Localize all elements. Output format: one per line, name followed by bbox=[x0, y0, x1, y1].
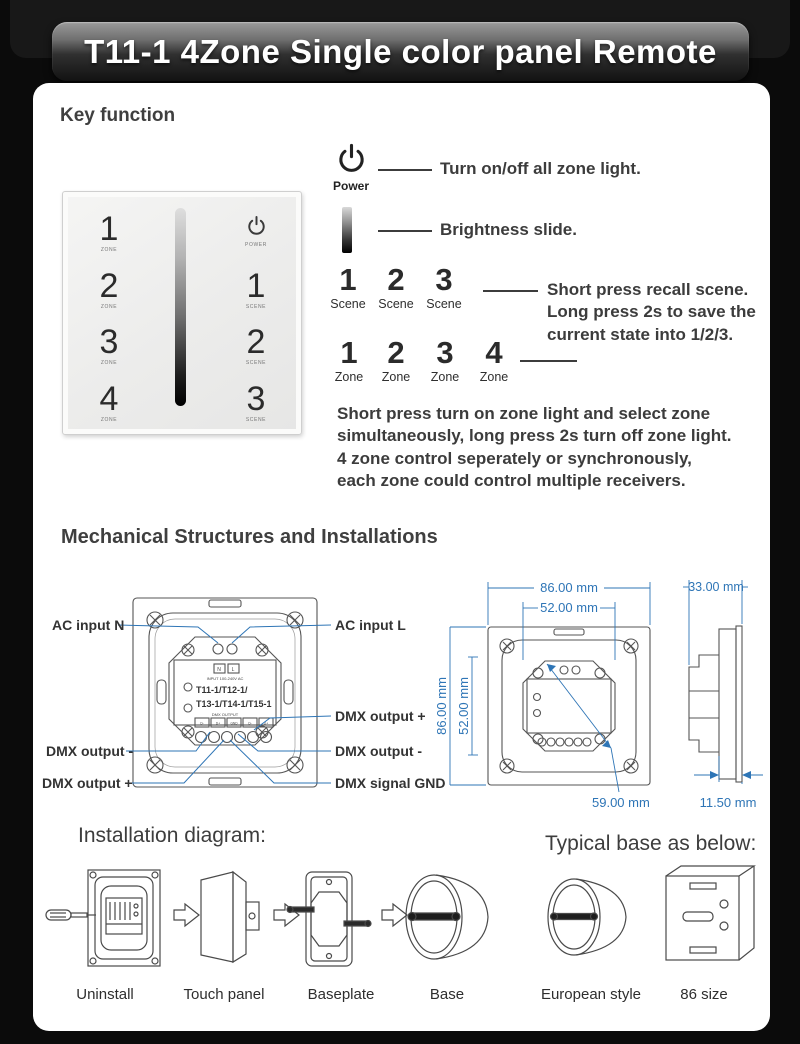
panel-power-key: POWER bbox=[231, 215, 281, 248]
panel-zone2-key: 2 ZONE bbox=[99, 267, 119, 310]
module-model-line2: T13-1/T14-1/T15-1 bbox=[196, 699, 272, 709]
scene1-key: 1 Scene bbox=[330, 262, 366, 311]
remote-panel-image bbox=[62, 191, 302, 435]
power-icon bbox=[336, 143, 367, 174]
installation-diagram bbox=[38, 862, 763, 980]
arrow-right-icon bbox=[382, 904, 407, 926]
page-title bbox=[52, 22, 749, 81]
zone4-key: 4 Zone bbox=[479, 335, 509, 384]
svg-text:L: L bbox=[231, 667, 235, 673]
label-dmx-output-plus-right: DMX output + bbox=[335, 708, 426, 724]
document-body bbox=[33, 83, 770, 1031]
svg-text:D+: D+ bbox=[215, 721, 221, 726]
panel-scene1-key: 1 SCENE bbox=[245, 267, 267, 310]
base-label-european: European style bbox=[540, 986, 642, 1003]
touch-panel-figure bbox=[201, 872, 259, 962]
dim-inner-width: 52.00 mm bbox=[540, 600, 598, 615]
baseplate-figure bbox=[287, 872, 371, 966]
label-dmx-output-plus-left: DMX output + bbox=[42, 775, 133, 791]
panel-scene2-key: 2 SCENE bbox=[245, 323, 267, 366]
svg-text:GND: GND bbox=[230, 721, 238, 726]
dim-thickness: 11.50 mm bbox=[699, 795, 757, 810]
dim-inner-height: 52.00 mm bbox=[456, 677, 471, 735]
connector-line bbox=[520, 360, 577, 362]
connector-line bbox=[378, 230, 432, 232]
label-dmx-output-minus-right: DMX output - bbox=[335, 743, 423, 759]
zone1-key: 1 Zone bbox=[334, 335, 364, 384]
zone-desc: Short press turn on zone light and select zone simultaneously, long press 2s turn off zone light. 4 zone control seperately or synchronously, each zone could control multiple receivers. bbox=[337, 404, 732, 491]
dim-outer-height: 86.00 mm bbox=[434, 677, 449, 735]
dim-outer-width: 86.00 mm bbox=[540, 580, 598, 595]
step-label-base: Base bbox=[429, 986, 465, 1003]
panel-zone4-key: 4 ZONE bbox=[99, 380, 119, 423]
front-view-drawing bbox=[488, 627, 650, 785]
power-annotation bbox=[329, 143, 373, 193]
scene2-key: 2 Scene bbox=[378, 262, 414, 311]
scene3-key: 3 Scene bbox=[426, 262, 462, 311]
brightness-desc: Brightness slide. bbox=[440, 220, 577, 239]
key-function-heading: Key function bbox=[60, 105, 176, 126]
power-annotation-label: Power bbox=[332, 179, 369, 193]
dim-diagonal: 59.00 mm bbox=[592, 795, 650, 810]
brightness-slider-bar bbox=[175, 208, 186, 406]
label-ac-input-n: AC input N bbox=[52, 617, 125, 633]
dim-depth: 33.00 mm bbox=[688, 580, 744, 594]
side-dimension-lines bbox=[683, 580, 763, 784]
module-model-line1: T11-1/T12-1/ bbox=[196, 685, 248, 695]
svg-text:D-: D- bbox=[200, 721, 204, 726]
page-title-text: T11-1 4Zone Single color panel Remote bbox=[84, 32, 717, 70]
brightness-icon bbox=[342, 207, 352, 253]
european-style-figure bbox=[548, 879, 626, 955]
installation-heading: Installation diagram: bbox=[78, 824, 266, 847]
input-rating-label: INPUT 100-240V AC bbox=[206, 676, 244, 681]
uninstall-figure bbox=[46, 870, 160, 966]
base-figure bbox=[406, 875, 488, 959]
typical-base-heading: Typical base as below: bbox=[545, 832, 757, 855]
scene-desc: Short press recall scene. Long press 2s to save the current state into 1/2/3. bbox=[547, 280, 756, 344]
power-icon bbox=[246, 215, 267, 236]
arrow-right-icon bbox=[174, 904, 199, 926]
svg-text:D+: D+ bbox=[263, 721, 269, 726]
connector-line bbox=[378, 169, 432, 171]
step-label-uninstall: Uninstall bbox=[76, 986, 134, 1003]
size86-figure bbox=[666, 866, 754, 960]
step-label-touch-panel: Touch panel bbox=[183, 986, 265, 1003]
power-desc: Turn on/off all zone light. bbox=[440, 159, 641, 178]
panel-zone1-key: 1 ZONE bbox=[99, 210, 119, 253]
label-dmx-output-minus-left: DMX output - bbox=[46, 743, 134, 759]
step-label-baseplate: Baseplate bbox=[307, 986, 375, 1003]
svg-text:N: N bbox=[217, 667, 221, 673]
side-view-drawing bbox=[689, 626, 742, 782]
connector-line bbox=[483, 290, 538, 292]
zone3-key: 3 Zone bbox=[430, 335, 460, 384]
mechanical-diagram bbox=[38, 570, 763, 815]
zone2-key: 2 Zone bbox=[381, 335, 411, 384]
dmx-output-label: DMX OUTPUT bbox=[211, 712, 239, 717]
panel-scene3-key: 3 SCENE bbox=[245, 380, 267, 423]
panel-zone3-key: 3 ZONE bbox=[99, 323, 119, 366]
svg-text:D-: D- bbox=[248, 721, 252, 726]
base-label-86size: 86 size bbox=[680, 986, 728, 1003]
label-ac-input-l: AC input L bbox=[335, 617, 406, 633]
label-dmx-signal-gnd: DMX signal GND bbox=[335, 775, 446, 791]
mechanical-heading: Mechanical Structures and Installations bbox=[61, 526, 438, 548]
